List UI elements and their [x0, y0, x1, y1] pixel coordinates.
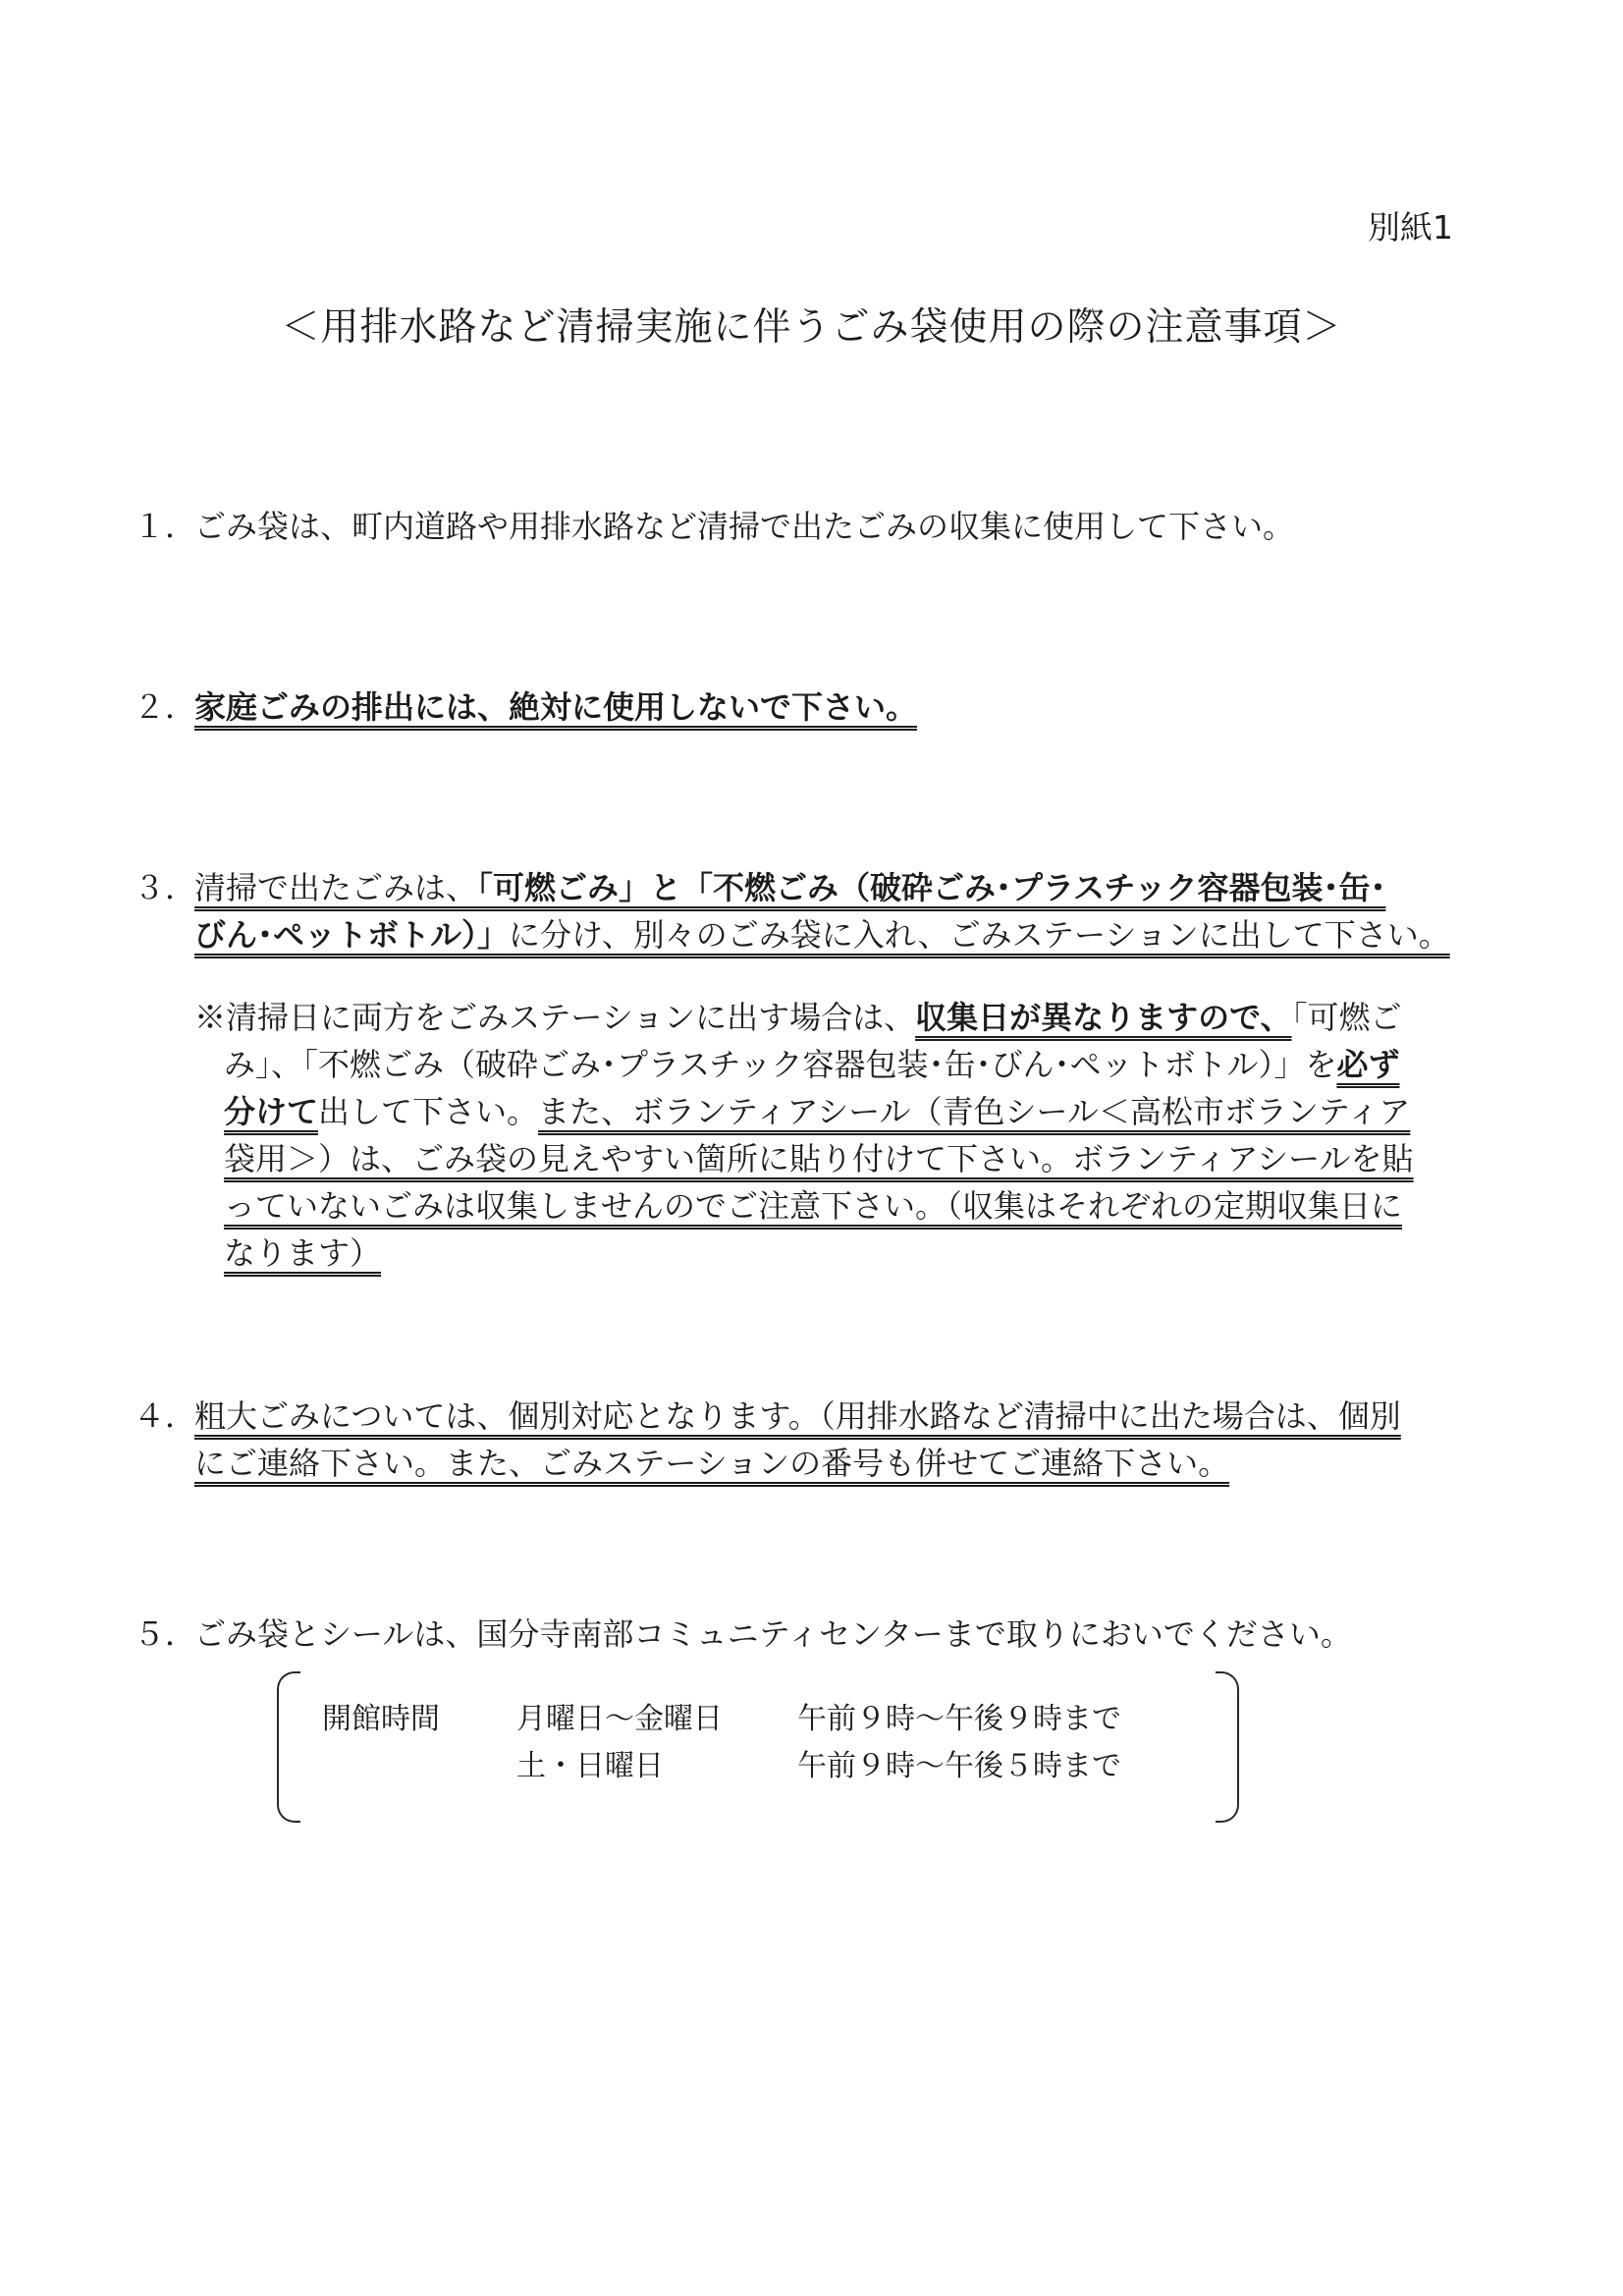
left-bracket: [277, 1671, 300, 1823]
note-bold: 分けて: [224, 1093, 319, 1130]
item-text-emphasis: 家庭ごみの排出には、絶対に使用しないで下さい。: [194, 688, 918, 726]
item-3-note: [194, 994, 1471, 1277]
hours-days-weekend: 土・日曜日: [516, 1749, 664, 1783]
notice-item-5: [134, 1611, 1479, 1658]
document-title: ＜用排水路など清掃実施に伴うごみ袋使用の際の注意事項＞: [281, 305, 1342, 350]
item-text-bold: 「可燃ごみ」と「不燃ごみ（破砕ごみ･プラスチック容器包装･缶･: [477, 869, 1386, 906]
note-bold: 収集日が異なりますので、: [915, 999, 1292, 1036]
item-number: ５．: [134, 1615, 197, 1653]
item-text-line: にご連絡下さい。また、ごみステーションの番号も併せてご連絡下さい。: [194, 1445, 1230, 1482]
notice-item-2: [134, 683, 1479, 731]
notice-item-1: [134, 503, 1479, 550]
opening-hours-label: 開館時間: [322, 1702, 440, 1736]
notice-item-3: [134, 864, 1479, 958]
note-text: 出して下さい。: [318, 1093, 539, 1130]
item-number: ３．: [134, 869, 197, 906]
note-text: 「可燃ご: [1291, 999, 1402, 1036]
note-text: ※清掃日に両方をごみステーションに出す場合は、: [194, 999, 916, 1036]
item-text: ごみ袋は、町内道路や用排水路など清掃で出たごみの収集に使用して下さい。: [194, 508, 1295, 545]
hours-time-weekday: 午前９時～午後９時まで: [797, 1702, 1121, 1736]
opening-hours-box: [277, 1671, 1239, 1819]
item-number: １．: [134, 508, 197, 545]
annex-label: 別紙1: [1368, 208, 1453, 246]
item-text: [194, 864, 1479, 958]
note-bold: 必ず: [1336, 1046, 1400, 1083]
note-text: み」、「不燃ごみ（破砕ごみ･プラスチック容器包装･缶･びん･ペットボトル）」を: [224, 1046, 1337, 1083]
item-number: ４．: [134, 1397, 197, 1435]
note-text-underlined: 袋用＞）は、ごみ袋の見えやすい箇所に貼り付けて下さい。ボランティアシールを貼: [224, 1140, 1414, 1177]
right-bracket: [1216, 1671, 1239, 1823]
item-text-bold: びん･ペットボトル）」: [194, 916, 510, 954]
note-text-underlined: また、ボランティアシール（青色シール＜高松市ボランティア: [538, 1093, 1411, 1130]
note-text-underlined: っていないごみは収集しませんのでご注意下さい。（収集はそれぞれの定期収集日に: [224, 1187, 1403, 1225]
hours-time-weekend: 午前９時～午後５時まで: [797, 1749, 1121, 1783]
notice-item-4: [134, 1393, 1479, 1487]
note-text-underlined: なります）: [224, 1234, 382, 1272]
hours-days-weekday: 月曜日～金曜日: [516, 1702, 723, 1736]
item-text: ごみ袋とシールは、国分寺南部コミュニティセンターまで取りにおいでください。: [194, 1615, 1352, 1653]
item-text: [194, 1393, 1479, 1487]
item-number: ２．: [134, 688, 197, 726]
item-text-line: 粗大ごみについては、個別対応となります。（用排水路など清掃中に出た場合は、個別: [194, 1397, 1401, 1435]
item-text-part: に分け、別々のごみ袋に入れ、ごみステーションに出して下さい。: [509, 916, 1450, 954]
item-text-part: 清掃で出たごみは、: [194, 869, 478, 906]
